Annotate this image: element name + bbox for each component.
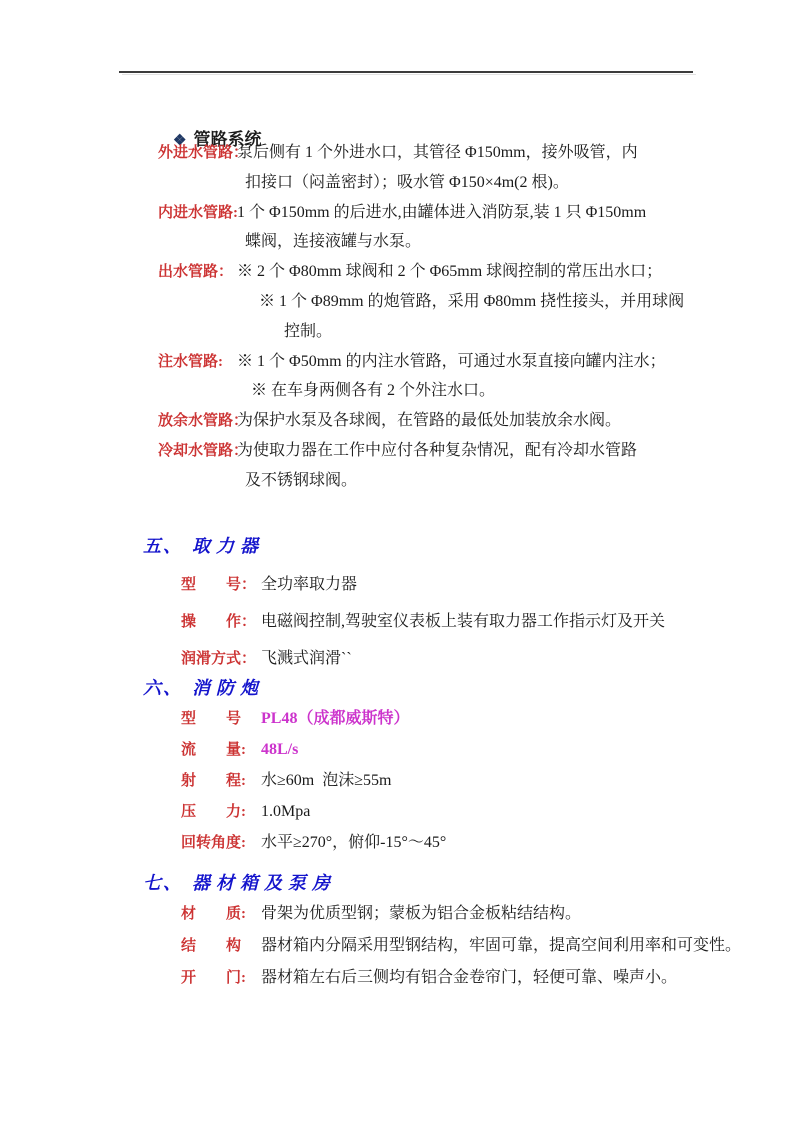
piping-text: 泵后侧有 1 个外进水口，其管径 Φ150mm，接外吸管，内 [237,144,638,161]
section-5-number: 五、 [143,536,183,556]
spec-label: 结 构 [181,938,242,954]
spec-value: 全功率取力器 [261,576,358,593]
piping-label-filling: 注水管路: [158,353,223,370]
spec-value: 器材箱左右后三侧均有铝合金卷帘门，轻便可靠、噪声小。 [261,969,678,986]
spec-value: 水平≥270°，俯仰-15°～45° [261,834,447,851]
spec-label: 润滑方式： [181,651,257,667]
piping-label-outlet: 出水管路： [158,264,234,281]
section-5-title: 取力器 [192,536,264,556]
piping-line [158,376,758,406]
piping-text: 扣接口（闷盖密封）；吸水管 Φ150×4m(2 根)。 [245,173,569,191]
spec-row-model [165,549,358,593]
spec-value: PL48（成都威斯特） [261,710,410,727]
piping-line [158,257,758,287]
top-rule [119,71,693,73]
piping-line [158,406,758,436]
piping-label-inner-inlet: 内进水管路: [158,204,238,221]
spec-value: 电磁阀控制,驾驶室仪表板上装有取力器工作指示灯及开关 [261,613,666,630]
piping-label-outer-inlet: 外进水管路： [158,145,249,161]
spec-label: 流 量: [181,742,246,758]
piping-text: 为使取力器在工作中应付各种复杂情况，配有冷却水管路 [237,441,638,459]
piping-paragraphs [158,138,758,496]
spec-value: 1.0Mpa [261,803,311,820]
spec-label: 回转角度: [181,835,246,851]
spec-row-doors [165,942,678,986]
spec-value: 骨架为优质型钢；蒙板为铝合金板粘结结构。 [261,905,582,922]
piping-line [158,436,758,466]
piping-line [158,227,758,257]
piping-title: 管路系统 [193,130,262,149]
piping-text: ※ 1 个 Φ50mm 的内注水管路，可通过水泵直接向罐内注水； [237,352,666,370]
piping-text: ※ 在车身两侧各有 2 个外注水口。 [251,382,496,400]
spec-label: 材 质: [181,906,246,922]
piping-line [158,168,758,198]
piping-line [158,287,758,317]
spec-row-lubrication [165,623,352,667]
piping-label-drain: 放余水管路： [158,413,249,430]
piping-text: 控制。 [284,322,333,340]
spec-label: 型 号： [181,577,257,593]
section-7-number: 七、 [143,873,183,893]
section-6-number: 六、 [143,678,183,698]
spec-row-operation [165,586,666,630]
piping-text: 1 个 Φ150mm 的后进水,由罐体进入消防泵,装 1 只 Φ150mm [237,203,647,221]
piping-line [158,317,758,347]
spec-row-rotation [165,807,447,851]
piping-text: 为保护水泵及各球阀，在管路的最低处加装放余水阀。 [237,412,622,430]
section-7-title: 器材箱及泵房 [192,873,336,893]
spec-value: 48L/s [261,741,299,758]
piping-text: 蝶阀，连接液罐与水泵。 [245,233,422,251]
piping-line [158,138,758,168]
spec-row-pressure [165,776,311,820]
spec-row-material [165,878,582,922]
piping-line [158,347,758,377]
spec-value: 飞溅式润滑`` [261,650,352,667]
spec-label: 操 作： [181,614,257,630]
piping-line [158,466,758,496]
spec-row-monitor-model [165,683,410,727]
spec-row-flow [165,714,299,758]
spec-label: 射 程: [181,773,246,789]
spec-label: 开 门: [181,970,246,986]
spec-label: 型 号 [181,711,242,727]
section-6-title: 消防炮 [192,678,264,698]
spec-value: 水≥60m 泡沫≥55m [261,772,392,789]
spec-row-range [165,745,392,789]
diamond-bullet-icon: ❖ [173,133,187,149]
spec-value: 器材箱内分隔采用型钢结构，牢固可靠，提高空间利用率和可变性。 [261,937,742,954]
piping-text: ※ 2 个 Φ80mm 球阀和 2 个 Φ65mm 球阀控制的常压出水口； [237,263,663,281]
spec-label: 压 力: [181,804,246,820]
top-rule-shadow [122,74,696,75]
piping-text: ※ 1 个 Φ89mm 的炮管路，采用 Φ80mm 挠性接头，并用球阀 [259,292,685,310]
piping-text: 及不锈钢球阀。 [245,471,358,489]
piping-label-cooling: 冷却水管路： [158,442,249,459]
piping-line [158,198,758,228]
spec-row-structure [165,910,742,954]
